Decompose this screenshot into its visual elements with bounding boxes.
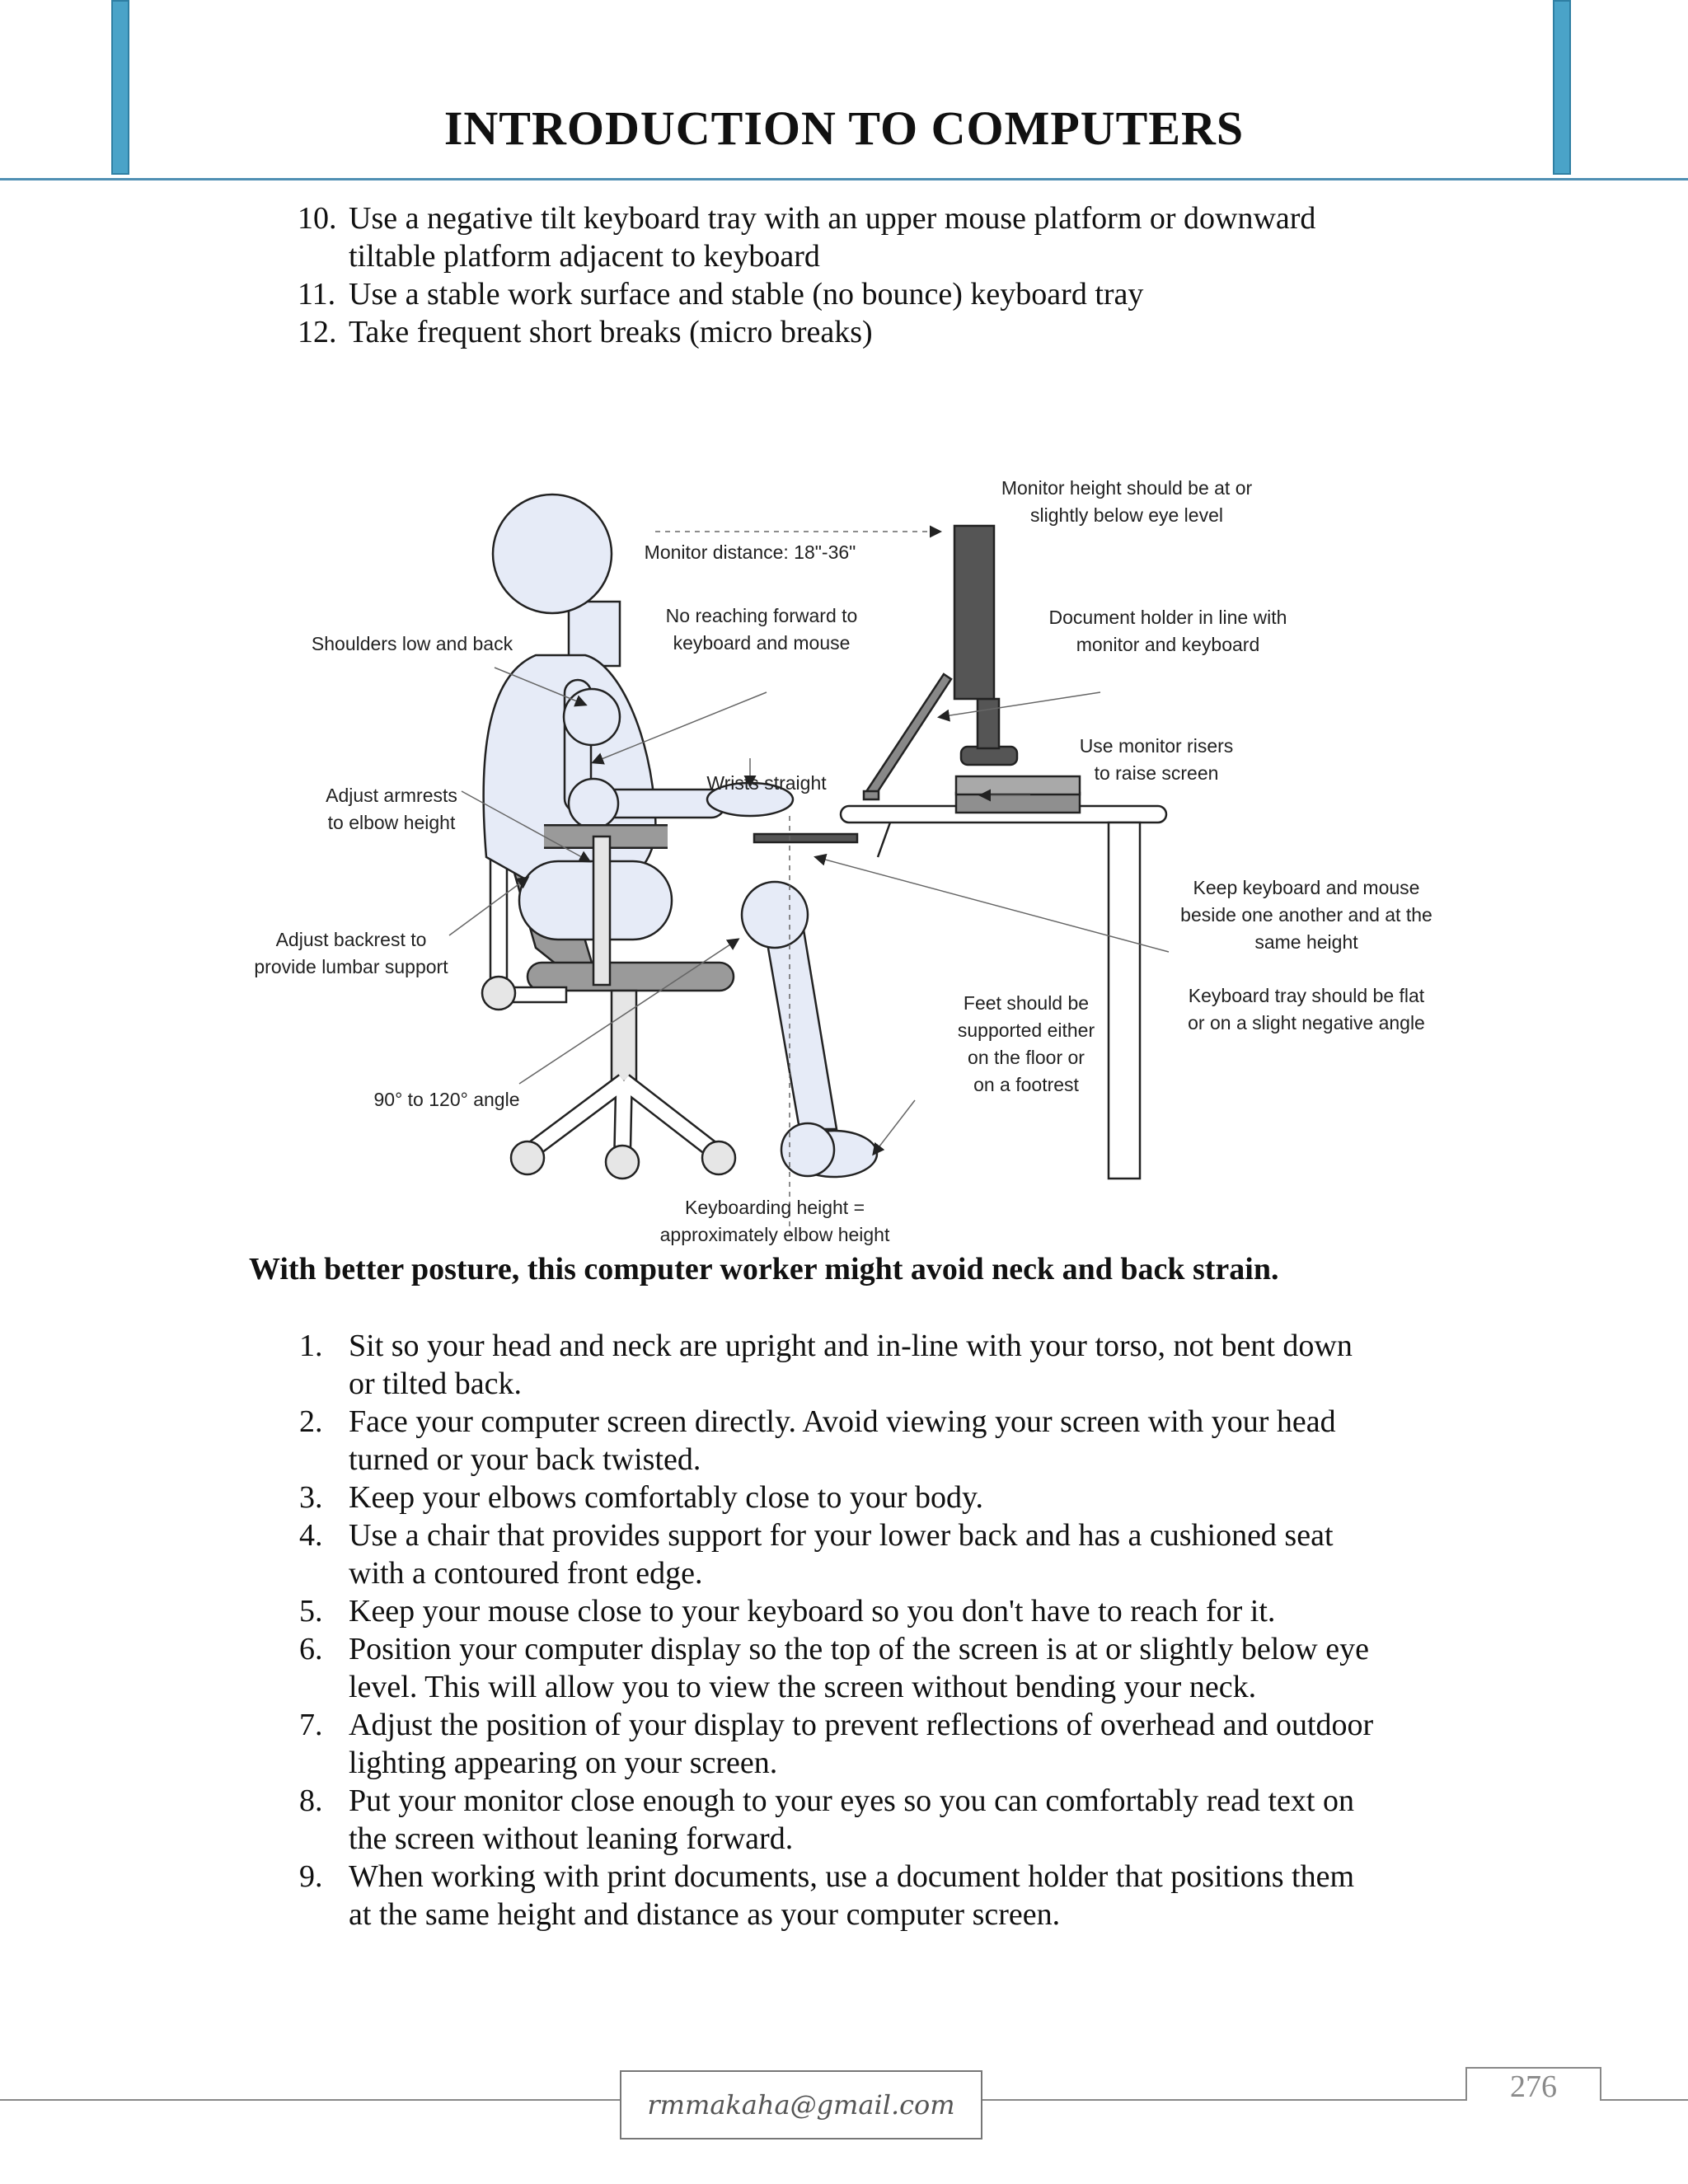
header-divider xyxy=(0,178,1688,180)
list-item-line: Keep your elbows comfortably close to your body. xyxy=(349,1480,984,1515)
label-monitor-risers: Use monitor risers to raise screen xyxy=(1079,735,1234,784)
list-item-line: turned or your back twisted. xyxy=(349,1442,701,1477)
footer-email: rmmakaha@gmail.com xyxy=(620,2070,982,2139)
list-item-number: 5. xyxy=(299,1594,323,1629)
list-item-line: lighting appearing on your screen. xyxy=(349,1746,778,1780)
label-shoulders: Shoulders low and back xyxy=(311,633,513,654)
label-angle: 90° to 120° angle xyxy=(373,1089,520,1110)
list-item-line: or tilted back. xyxy=(349,1366,522,1401)
list-item-line: Use a negative tilt keyboard tray with an upper mouse platform or downward xyxy=(349,201,1316,236)
label-monitor-height: Monitor height should be at or slightly below eye level xyxy=(1001,477,1253,526)
label-wrists: Wrists straight xyxy=(706,772,827,794)
label-keyboard-tray: Keyboard tray should be flat or on a slight negative angle xyxy=(1188,985,1425,1033)
list-item-number: 2. xyxy=(299,1404,323,1439)
list-item xyxy=(299,1403,1453,1479)
list-item-line: Use a chair that provides support for your lower back and has a cushioned seat xyxy=(349,1518,1334,1553)
list-item-line: Take frequent short breaks (micro breaks) xyxy=(349,315,873,349)
label-armrests: Adjust armrests to elbow height xyxy=(326,785,457,833)
list-item-line: Sit so your head and neck are upright and in-line with your torso, not bent down xyxy=(349,1329,1353,1363)
list-item-number: 1. xyxy=(299,1329,323,1363)
figure-caption: With better posture, this computer worker might avoid neck and back strain. xyxy=(249,1252,1279,1286)
list-item-line: tiltable platform adjacent to keyboard xyxy=(349,239,820,274)
monitor xyxy=(954,526,1080,813)
label-keyboarding-height: Keyboarding height = approximately elbow height xyxy=(659,1197,890,1245)
document-holder xyxy=(864,674,951,799)
list-item-number: 3. xyxy=(299,1480,323,1515)
list-item-line: Adjust the position of your display to prevent reflections of overhead and outdoor xyxy=(349,1708,1374,1742)
list-item-number: 6. xyxy=(299,1632,323,1666)
list-item xyxy=(299,1516,1453,1592)
list-item-number: 7. xyxy=(299,1708,323,1742)
label-feet: Feet should be supported either on the floor or on a footrest xyxy=(957,992,1095,1095)
list-item-line: When working with print documents, use a document holder that positions them xyxy=(349,1859,1355,1894)
list-item-line: Put your monitor close enough to your eyes so you can comfortably read text on xyxy=(349,1783,1354,1818)
label-no-reaching: No reaching forward to keyboard and mouse xyxy=(665,605,858,654)
list-item-number: 8. xyxy=(299,1783,323,1818)
list-item-line: Position your computer display so the top of the screen is at or slightly below eye xyxy=(349,1632,1369,1666)
label-backrest: Adjust backrest to provide lumbar support xyxy=(254,929,448,977)
list-item-number: 9. xyxy=(299,1859,323,1894)
tips-list-continued xyxy=(299,199,1453,351)
list-item xyxy=(299,1592,1453,1630)
list-item xyxy=(299,199,1453,275)
page-title: INTRODUCTION TO COMPUTERS xyxy=(443,101,1245,155)
list-item-line: Keep your mouse close to your keyboard so you don't have to reach for it. xyxy=(349,1594,1276,1629)
list-item xyxy=(299,1630,1453,1706)
list-item xyxy=(299,1858,1453,1933)
list-item-line: at the same height and distance as your computer screen. xyxy=(349,1897,1061,1932)
list-item-number: 12. xyxy=(298,315,337,349)
list-item-line: Face your computer screen directly. Avoid viewing your screen with your head xyxy=(349,1404,1336,1439)
list-item xyxy=(299,275,1453,313)
list-item xyxy=(299,1327,1453,1403)
list-item-number: 4. xyxy=(299,1518,323,1553)
label-keyboard-mouse: Keep keyboard and mouse beside one another and at the same height xyxy=(1180,877,1432,953)
list-item-line: with a contoured front edge. xyxy=(349,1556,703,1591)
list-item-line: Use a stable work surface and stable (no bounce) keyboard tray xyxy=(349,277,1144,312)
list-item-line: the screen without leaning forward. xyxy=(349,1821,794,1856)
list-item xyxy=(299,1706,1453,1782)
page-number: 276 xyxy=(1510,2069,1557,2104)
list-item xyxy=(299,313,1453,351)
list-item-number: 10. xyxy=(298,201,337,236)
list-item-number: 11. xyxy=(298,277,336,312)
list-item-line: level. This will allow you to view the screen without bending your neck. xyxy=(349,1670,1257,1704)
posture-tips-list xyxy=(299,1327,1453,1933)
label-monitor-distance: Monitor distance: 18"-36" xyxy=(644,541,856,563)
label-document-holder: Document holder in line with monitor and keyboard xyxy=(1048,607,1287,655)
ergonomic-posture-diagram xyxy=(239,470,1451,1253)
list-item xyxy=(299,1479,1453,1516)
list-item xyxy=(299,1782,1453,1858)
